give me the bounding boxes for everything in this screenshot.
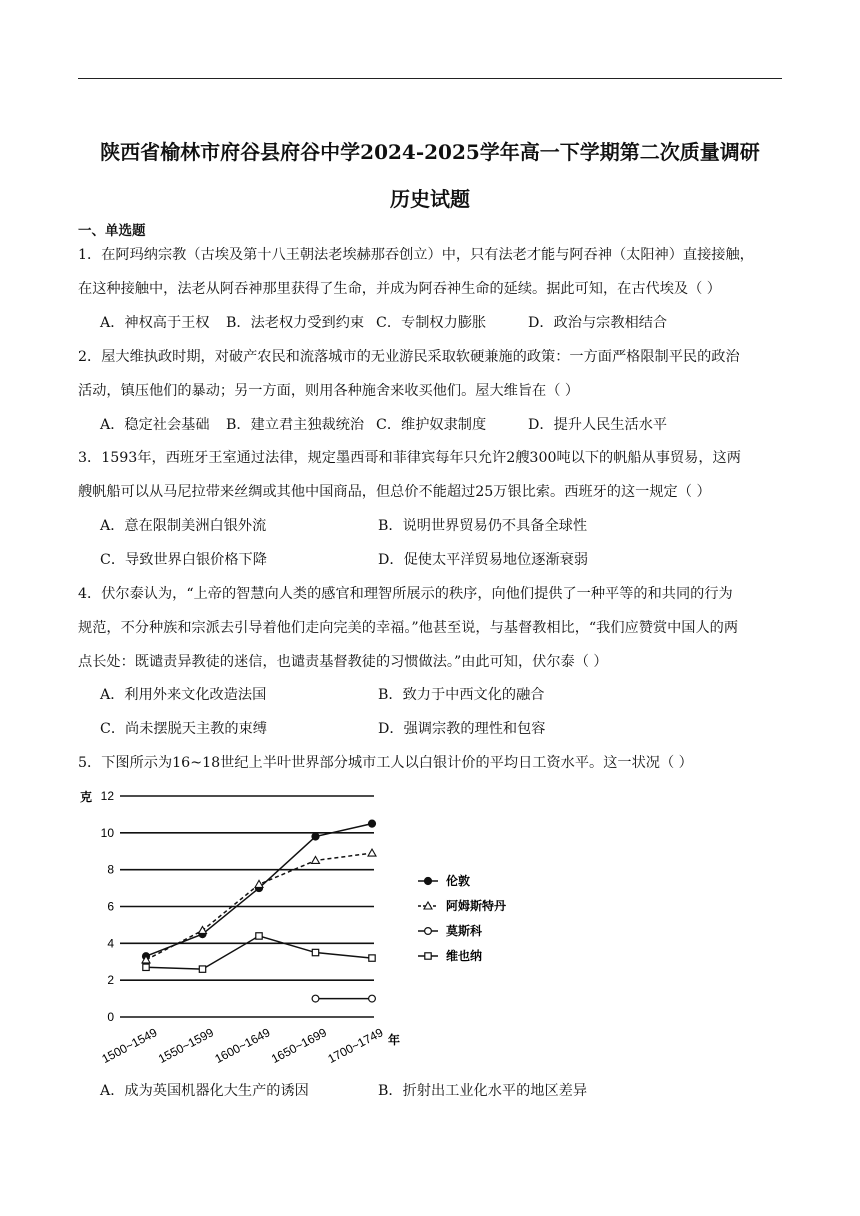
y-tick-label: 10 (100, 825, 114, 840)
data-point (369, 995, 376, 1002)
x-tick-label: 1550~1599 (156, 1025, 216, 1067)
exam-title: 陕西省榆林市府谷县府谷中学2024-2025学年高一下学期第二次质量调研 (100, 140, 760, 164)
q2-option-b: B．建立君主独裁统治 (226, 417, 365, 433)
data-point (312, 856, 320, 863)
legend-marker (424, 877, 431, 884)
x-tick-label: 1650~1699 (269, 1025, 329, 1067)
q4-option-c: C．尚未摆脱天主教的束缚 (100, 721, 267, 737)
q4-option-b: B．致力于中西文化的融合 (378, 687, 545, 703)
y-tick-label: 12 (100, 789, 114, 803)
question-4-line-2: 规范，不分种族和宗派去引导着他们走向完美的幸福。”他甚至说，与基督教相比，“我们应赞赏中国人的两 (78, 620, 739, 636)
wage-line-chart (76, 782, 516, 1072)
question-4-line-3: 点长处：既谴责异教徒的迷信，也谴责基督教徒的习惯做法。”由此可知，伏尔泰（ ） (78, 654, 608, 670)
question-5-line-1: 5．下图所示为16~18世纪上半叶世界部分城市工人以白银计价的平均日工资水平。这一状况（ ） (78, 755, 693, 771)
legend-entry: 莫斯科 (446, 924, 483, 938)
q2-option-d: D．提升人民生活水平 (528, 417, 668, 433)
data-point (199, 966, 205, 972)
x-axis-label: 年 (388, 1033, 401, 1047)
x-tick-label: 1500~1549 (99, 1025, 160, 1067)
q4-option-d: D．强调宗教的理性和包容 (378, 721, 546, 737)
legend-entry: 伦敦 (446, 874, 471, 888)
y-tick-label: 0 (107, 1010, 114, 1024)
question-1-line-1: 1．在阿玛纳宗教（古埃及第十八王朝法老埃赫那吞创立）中，只有法老才能与阿吞神（太阳神）直接接触， (78, 247, 754, 263)
q4-option-a: A．利用外来文化改造法国 (100, 687, 267, 703)
question-2-line-1: 2．屋大维执政时期，对破产农民和流落城市的无业游民采取软硬兼施的政策：一方面严格限制平民的政治 (78, 349, 740, 365)
q3-option-b: B．说明世界贸易仍不具备全球性 (378, 518, 588, 534)
q5-option-b: B．折射出工业化水平的地区差异 (378, 1083, 588, 1099)
data-point (368, 849, 376, 856)
exam-subtitle: 历史试题 (390, 187, 470, 211)
legend-marker (425, 928, 432, 935)
series-line (146, 936, 372, 969)
section-heading: 一、单选题 (78, 223, 146, 239)
legend-entry: 维也纳 (446, 949, 483, 963)
q1-option-a: A．神权高于王权 (100, 315, 210, 331)
data-point (312, 949, 318, 955)
data-point (199, 926, 207, 933)
y-tick-label: 6 (107, 899, 114, 914)
y-tick-label: 8 (107, 862, 114, 877)
question-3-line-2: 艘帆船可以从马尼拉带来丝绸或其他中国商品，但总价不能超过25万银比索。西班牙的这一规定（ ） (78, 484, 711, 500)
legend-entry: 阿姆斯特丹 (446, 899, 507, 913)
y-tick-label: 4 (107, 936, 114, 951)
q1-option-b: B．法老权力受到约束 (226, 315, 365, 331)
top-rule (78, 78, 782, 79)
legend-marker (425, 953, 431, 959)
data-point (369, 955, 375, 961)
question-4-line-1: 4．伏尔泰认为，“上帝的智慧向人类的感官和理智所展示的秩序，向他们提供了一种平等的和共同的行为 (78, 586, 733, 602)
x-tick-label: 1700~1749 (325, 1025, 386, 1067)
q3-option-a: A．意在限制美洲白银外流 (100, 518, 267, 534)
data-point (255, 880, 263, 887)
q2-option-a: A．稳定社会基础 (100, 417, 210, 433)
q3-option-d: D．促使太平洋贸易地位逐渐衰弱 (378, 552, 589, 568)
x-tick-label: 1600~1649 (212, 1025, 273, 1067)
y-tick-label: 2 (107, 973, 114, 988)
question-1-line-2: 在这种接触中，法老从阿吞神那里获得了生命，并成为阿吞神生命的延续。据此可知，在古代埃及（ ） (78, 281, 721, 297)
q1-option-c: C．专制权力膨胀 (376, 315, 487, 331)
q5-option-a: A．成为英国机器化大生产的诱因 (100, 1083, 309, 1099)
data-point (368, 820, 375, 827)
q1-option-d: D．政治与宗教相结合 (528, 315, 668, 331)
data-point (143, 964, 149, 970)
q3-option-c: C．导致世界白银价格下降 (100, 552, 267, 568)
data-point (312, 995, 319, 1002)
question-2-line-2: 活动，镇压他们的暴动；另一方面，则用各种施舍来收买他们。屋大维旨在（ ） (78, 383, 580, 399)
question-3-line-1: 3．1593年，西班牙王室通过法律，规定墨西哥和菲律宾每年只允许2艘300吨以下的帆船从事贸易，这两 (78, 450, 741, 466)
q2-option-c: C．维护奴隶制度 (376, 417, 487, 433)
y-axis-label: 克 (80, 790, 93, 804)
data-point (312, 833, 319, 840)
data-point (256, 933, 262, 939)
